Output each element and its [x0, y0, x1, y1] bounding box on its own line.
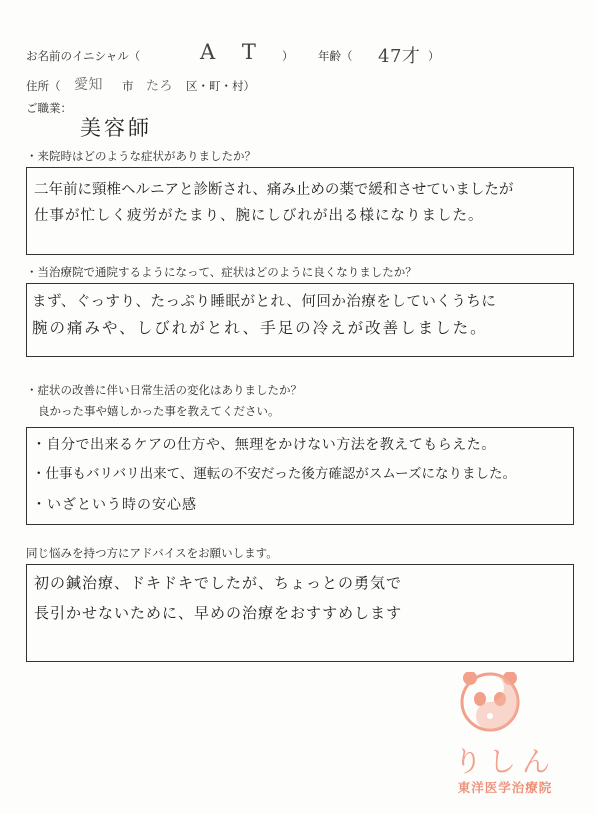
clinic-logo-name: りしん [453, 745, 556, 778]
address-area: たろ [146, 79, 174, 94]
answer-3-line-3: ・いざという時の安心感 [32, 497, 197, 513]
initials-label: お名前のイニシャル（ [26, 49, 141, 63]
job-value: 美容師 [80, 116, 152, 140]
question-4-prompt: 同じ悩みを持つ方にアドバイスをお願いします。 [26, 546, 278, 560]
address-suffix: 区・町・村） [186, 79, 255, 93]
initials-value: A T [200, 40, 266, 64]
clinic-logo [430, 672, 580, 802]
question-2-prompt: ・当治療院で通院するようになって、症状はどのように良くなりましたか？ [26, 265, 417, 279]
age-label: 年齢（ [318, 49, 353, 63]
address-label: 住所（ [26, 79, 61, 93]
address-pref: 愛知 [74, 77, 103, 93]
job-label: ご職業： [26, 101, 72, 115]
panda-icon [430, 672, 580, 742]
question-3-prompt: ・症状の改善に伴い日常生活の変化はありましたか？ [26, 383, 302, 397]
question-1-prompt: ・来院時はどのような症状がありましたか？ [26, 149, 256, 163]
answer-4-line-2: 長引かせないために、早めの治療をおすすめします [34, 604, 403, 622]
age-value: 47才 [378, 46, 421, 67]
question-3-prompt-2: 良かった事や嬉しかった事を教えてください。 [38, 404, 280, 418]
answer-1-line-2: 仕事が忙しく疲労がたまり、腕にしびれが出る様になりました。 [34, 208, 484, 224]
clinic-logo-subtitle: 東洋医学治療院 [457, 780, 553, 795]
answer-2-line-2: 腕の痛みや、しびれがとれ、手足の冷えが改善しました。 [32, 319, 488, 337]
initials-close: ） [282, 49, 294, 63]
address-city-label: 市 [122, 79, 134, 93]
answer-2-line-1: まず、ぐっすり、たっぷり睡眠がとれ、何回か治療をしていくうちに [32, 294, 497, 310]
age-close: ） [428, 49, 440, 63]
answer-3-line-2: ・仕事もバリバリ出来て、運転の不安だった後方確認がスムーズになりました。 [32, 466, 516, 482]
answer-1-line-1: 二年前に頸椎ヘルニアと診断され、痛み止めの薬で緩和させていましたが [34, 182, 514, 198]
answer-3-line-1: ・自分で出来るケアの仕方や、無理をかけない方法を教えてもらえた。 [32, 437, 496, 453]
answer-4-line-1: 初の鍼治療、ドキドキでしたが、ちょっとの勇気で [34, 574, 403, 592]
